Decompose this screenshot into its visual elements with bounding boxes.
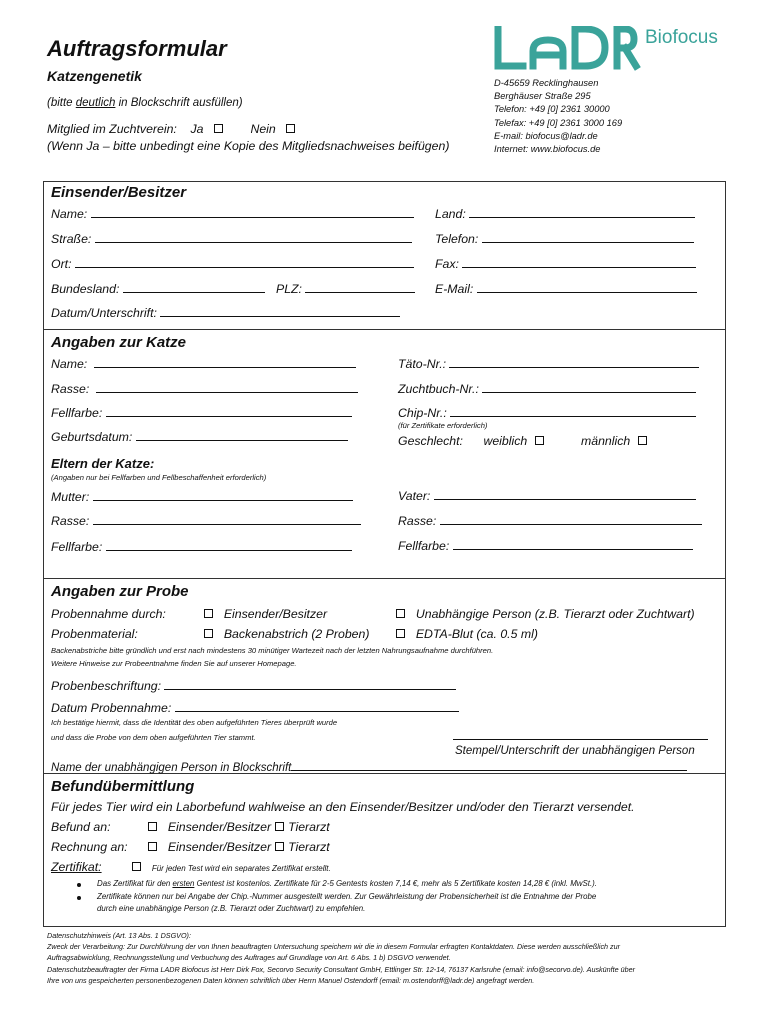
cat-chip-note: (für Zertifikate erforderlich) xyxy=(398,421,488,430)
sample-note-swab: Backenabstriche bitte gründlich und erst nach mindestens 30 minütiger Wartezeit nach der letzten Nahrungsaufnahme durchführen. xyxy=(51,646,494,655)
owner-date-signature-field[interactable] xyxy=(51,306,400,320)
member-yes-label: Ja xyxy=(190,122,204,136)
invoice-vet-label: Tierarzt xyxy=(288,840,330,854)
sample-labeling-field[interactable] xyxy=(51,679,456,693)
cat-tattoo-label: Täto-Nr.: xyxy=(398,357,447,371)
sample-owner-option xyxy=(200,607,327,621)
privacy-line-5: Ihre von uns gespeicherten personenbezogenen Daten können schriftlich über Herrn Manuel Ostendorff (email: m.ostendorff@ladr.de) angefragt werden. xyxy=(47,975,535,985)
cat-studbook-field[interactable] xyxy=(398,382,696,396)
mother-field[interactable] xyxy=(51,490,353,504)
sample-date-label: Datum Probennahme: xyxy=(51,701,172,715)
cat-birth-field[interactable] xyxy=(51,430,348,444)
address-street: Berghäuser Straße 295 xyxy=(494,91,591,102)
privacy-line-3: Auftragsabwicklung, Rechnungsstellung und Verbuchung des Auftrages auf Grundlage von Art. 6 Abs. 1 b) DSGVO verwendet. xyxy=(47,953,451,963)
cat-female-checkbox[interactable] xyxy=(535,436,544,445)
cat-birth-label: Geburtsdatum: xyxy=(51,430,133,444)
owner-date-signature-label: Datum/Unterschrift: xyxy=(51,306,157,320)
owner-state-field[interactable] xyxy=(51,282,265,296)
instr-post: in Blockschrift ausfüllen) xyxy=(115,97,243,109)
sample-independent-checkbox[interactable] xyxy=(396,609,405,618)
owner-land-label: Land: xyxy=(435,207,466,221)
owner-street-field[interactable] xyxy=(51,232,412,246)
privacy-line-2: Zweck der Verarbeitung: Zur Durchführung der von Ihnen beauftragten Untersuchung speichern wir die in diesem Formular erfragten Kontaktdaten. Diese werden ausschließlich zur xyxy=(47,942,621,952)
independent-name-field[interactable] xyxy=(51,760,687,774)
owner-city-label: Ort: xyxy=(51,257,72,271)
cat-studbook-label: Zuchtbuch-Nr.: xyxy=(398,382,479,396)
certificate-chip-note-1: Zertifikate können nur bei Angabe der Chip.-Nummer ausgestellt werden. Zur Gewährleistung der Probensicherheit ist die Entnahme der Probe xyxy=(97,892,597,901)
parents-note: (Angaben nur bei Fellfarben und Fellbeschaffenheit erforderlich) xyxy=(51,473,267,482)
parent-breed-label-right: Rasse: xyxy=(398,514,437,528)
cat-sex-row xyxy=(398,434,548,448)
privacy-notice xyxy=(47,930,635,986)
privacy-title: Datenschutzhinweis (Art. 13 Abs. 1 DSGVO): xyxy=(47,931,191,940)
invoice-to-options xyxy=(144,840,330,854)
cat-breed-label: Rasse: xyxy=(51,382,90,396)
cat-male-checkbox[interactable] xyxy=(638,436,647,445)
instr-underlined: deutlich xyxy=(75,97,116,109)
cat-chip-label: Chip-Nr.: xyxy=(398,406,447,420)
logo-suffix: Biofocus xyxy=(645,27,718,48)
owner-fax-field[interactable] xyxy=(435,257,696,271)
owner-fax-label: Fax: xyxy=(435,257,459,271)
certificate-note: Für jeden Test wird ein separates Zertifikat erstellt. xyxy=(151,864,331,873)
address-phone: Telefon: +49 [0] 2361 30000 xyxy=(494,104,610,115)
cat-coat-field[interactable] xyxy=(51,406,352,420)
address-city: D-45659 Recklinghausen xyxy=(494,78,599,88)
owner-name-label: Name: xyxy=(51,207,88,221)
address-fax: Telefax: +49 [0] 2361 3000 169 xyxy=(494,117,623,128)
section-report-title: Befundübermittlung xyxy=(51,778,195,795)
invoice-owner-label: Einsender/Besitzer xyxy=(167,840,272,854)
owner-email-field[interactable] xyxy=(435,282,697,296)
result-to-options xyxy=(144,820,330,834)
parent-coat-label-right: Fellfarbe: xyxy=(398,539,450,553)
result-vet-checkbox[interactable] xyxy=(275,822,284,831)
certificate-checkbox[interactable] xyxy=(132,862,141,871)
parent-breed-field-right[interactable] xyxy=(398,514,702,528)
owner-phone-field[interactable] xyxy=(435,232,694,246)
cat-female-label: weiblich xyxy=(483,434,528,448)
sample-material-label: Probenmaterial: xyxy=(51,627,138,641)
section-sample-title: Angaben zur Probe xyxy=(51,583,189,600)
owner-state-label: Bundesland: xyxy=(51,282,120,296)
result-owner-checkbox[interactable] xyxy=(148,822,157,831)
sample-labeling-label: Probenbeschriftung: xyxy=(51,679,162,693)
sample-owner-checkbox[interactable] xyxy=(204,609,213,618)
sample-confirm-line1: Ich bestätige hiermit, dass die Identität des oben aufgeführten Tieres überprüft wurde xyxy=(51,718,338,727)
father-label: Vater: xyxy=(398,489,431,503)
sample-note-homepage: Weitere Hinweise zur Probeentnahme finden Sie auf unserer Homepage. xyxy=(51,659,297,668)
cat-chip-field[interactable] xyxy=(398,406,696,420)
fill-instruction xyxy=(47,97,243,109)
member-yes-checkbox[interactable] xyxy=(214,124,223,133)
cat-name-field[interactable] xyxy=(51,357,356,371)
member-no-label: Nein xyxy=(250,122,276,136)
parents-title: Eltern der Katze: xyxy=(51,456,155,471)
sample-independent-option xyxy=(392,607,695,621)
certificate-label: Zertifikat: xyxy=(51,860,102,874)
result-owner-label: Einsender/Besitzer xyxy=(167,820,272,834)
sample-independent-label: Unabhängige Person (z.B. Tierarzt oder Zuchtwart) xyxy=(415,607,695,621)
certificate-chip-note-2: durch eine unabhängige Person (z.B. Tierarzt oder Zuchtwart) zu empfehlen. xyxy=(97,904,366,913)
parent-breed-label-left: Rasse: xyxy=(51,514,90,528)
cat-coat-label: Fellfarbe: xyxy=(51,406,103,420)
lab-address xyxy=(494,77,622,156)
member-note: (Wenn Ja – bitte unbedingt eine Kopie des Mitgliedsnachweises beifügen) xyxy=(47,139,450,153)
cat-tattoo-field[interactable] xyxy=(398,357,699,371)
sample-swab-label: Backenabstrich (2 Proben) xyxy=(223,627,370,641)
sample-taken-by-label: Probennahme durch: xyxy=(51,607,166,621)
stamp-signature-label: Stempel/Unterschrift der unabhängigen Person xyxy=(455,745,695,757)
address-web: Internet: www.biofocus.de xyxy=(494,144,601,155)
member-label: Mitglied im Zuchtverein: xyxy=(47,122,177,136)
father-field[interactable] xyxy=(398,489,696,503)
sample-edta-label: EDTA-Blut (ca. 0.5 ml) xyxy=(415,627,538,641)
section-owner-title: Einsender/Besitzer xyxy=(51,184,187,201)
certificate-price-note xyxy=(97,879,597,888)
parent-coat-field-right[interactable] xyxy=(398,539,693,553)
member-no-checkbox[interactable] xyxy=(286,124,295,133)
owner-zip-field[interactable] xyxy=(276,282,415,296)
sample-swab-option xyxy=(200,627,369,641)
result-vet-label: Tierarzt xyxy=(288,820,330,834)
owner-zip-label: PLZ: xyxy=(276,282,302,296)
owner-phone-label: Telefon: xyxy=(435,232,479,246)
owner-land-field[interactable] xyxy=(435,207,695,221)
invoice-owner-checkbox[interactable] xyxy=(148,842,157,851)
owner-city-field[interactable] xyxy=(51,257,414,271)
cat-sex-label: Geschlecht: xyxy=(398,434,463,448)
divider-sample xyxy=(43,578,726,579)
owner-email-label: E-Mail: xyxy=(435,282,474,296)
form-subtitle: Katzengenetik xyxy=(47,68,142,84)
invoice-vet-checkbox[interactable] xyxy=(275,842,284,851)
mother-label: Mutter: xyxy=(51,490,90,504)
instr-pre: (bitte xyxy=(47,97,76,109)
cat-male-option xyxy=(581,434,651,448)
parent-coat-field-left[interactable] xyxy=(51,540,352,554)
cat-name-label: Name: xyxy=(51,357,88,371)
independent-name-label: Name der unabhängigen Person in Blockschrift xyxy=(51,762,292,774)
sample-owner-label: Einsender/Besitzer xyxy=(223,607,328,621)
owner-street-label: Straße: xyxy=(51,232,92,246)
cat-breed-field[interactable] xyxy=(51,382,358,396)
parent-coat-label-left: Fellfarbe: xyxy=(51,540,103,554)
sample-edta-checkbox[interactable] xyxy=(396,629,405,638)
invoice-to-label: Rechnung an: xyxy=(51,840,128,854)
bullet1-pre: Das Zertifikat für den xyxy=(97,879,173,888)
sample-date-field[interactable] xyxy=(51,701,459,715)
bullet1-underlined: ersten xyxy=(172,879,195,888)
ladr-logo-graphic xyxy=(493,26,723,72)
bullet-dot xyxy=(77,896,81,900)
owner-name-field[interactable] xyxy=(51,207,414,221)
report-intro: Für jedes Tier wird ein Laborbefund wahlweise an den Einsender/Besitzer und/oder den Tierarzt versendet. xyxy=(51,800,635,814)
divider-cat xyxy=(43,329,726,330)
bullet-dot xyxy=(77,883,81,887)
cat-male-label: männlich xyxy=(581,434,631,448)
stamp-signature-line[interactable] xyxy=(453,732,708,740)
member-row xyxy=(47,122,299,136)
bullet1-post: Gentest ist kostenlos. Zertifikate für 2-5 Gentests kosten 7,14 €, mehr als 5 Zertifikate kosten 14,28 € (inkl. MwSt.). xyxy=(194,879,597,888)
result-to-label: Befund an: xyxy=(51,820,111,834)
address-email: E-mail: biofocus@ladr.de xyxy=(494,130,598,141)
sample-edta-option xyxy=(392,627,538,641)
section-cat-title: Angaben zur Katze xyxy=(51,334,187,351)
sample-confirm-line2: und dass die Probe von dem oben aufgeführten Tier stammt. xyxy=(51,733,256,742)
ladr-logo xyxy=(493,26,723,77)
form-title: Auftragsformular xyxy=(47,36,227,61)
sample-swab-checkbox[interactable] xyxy=(204,629,213,638)
privacy-line-4: Datenschutzbeauftragter der Firma LADR Biofocus ist Herr Dirk Fox, Secorvo Security Consultant GmbH, Ettlinger Str. 12-14, 76137 Karlsruhe (email: info@secorvo.de). Auskünfte über xyxy=(47,964,636,974)
certificate-option xyxy=(128,860,331,874)
parent-breed-field-left[interactable] xyxy=(51,514,361,528)
